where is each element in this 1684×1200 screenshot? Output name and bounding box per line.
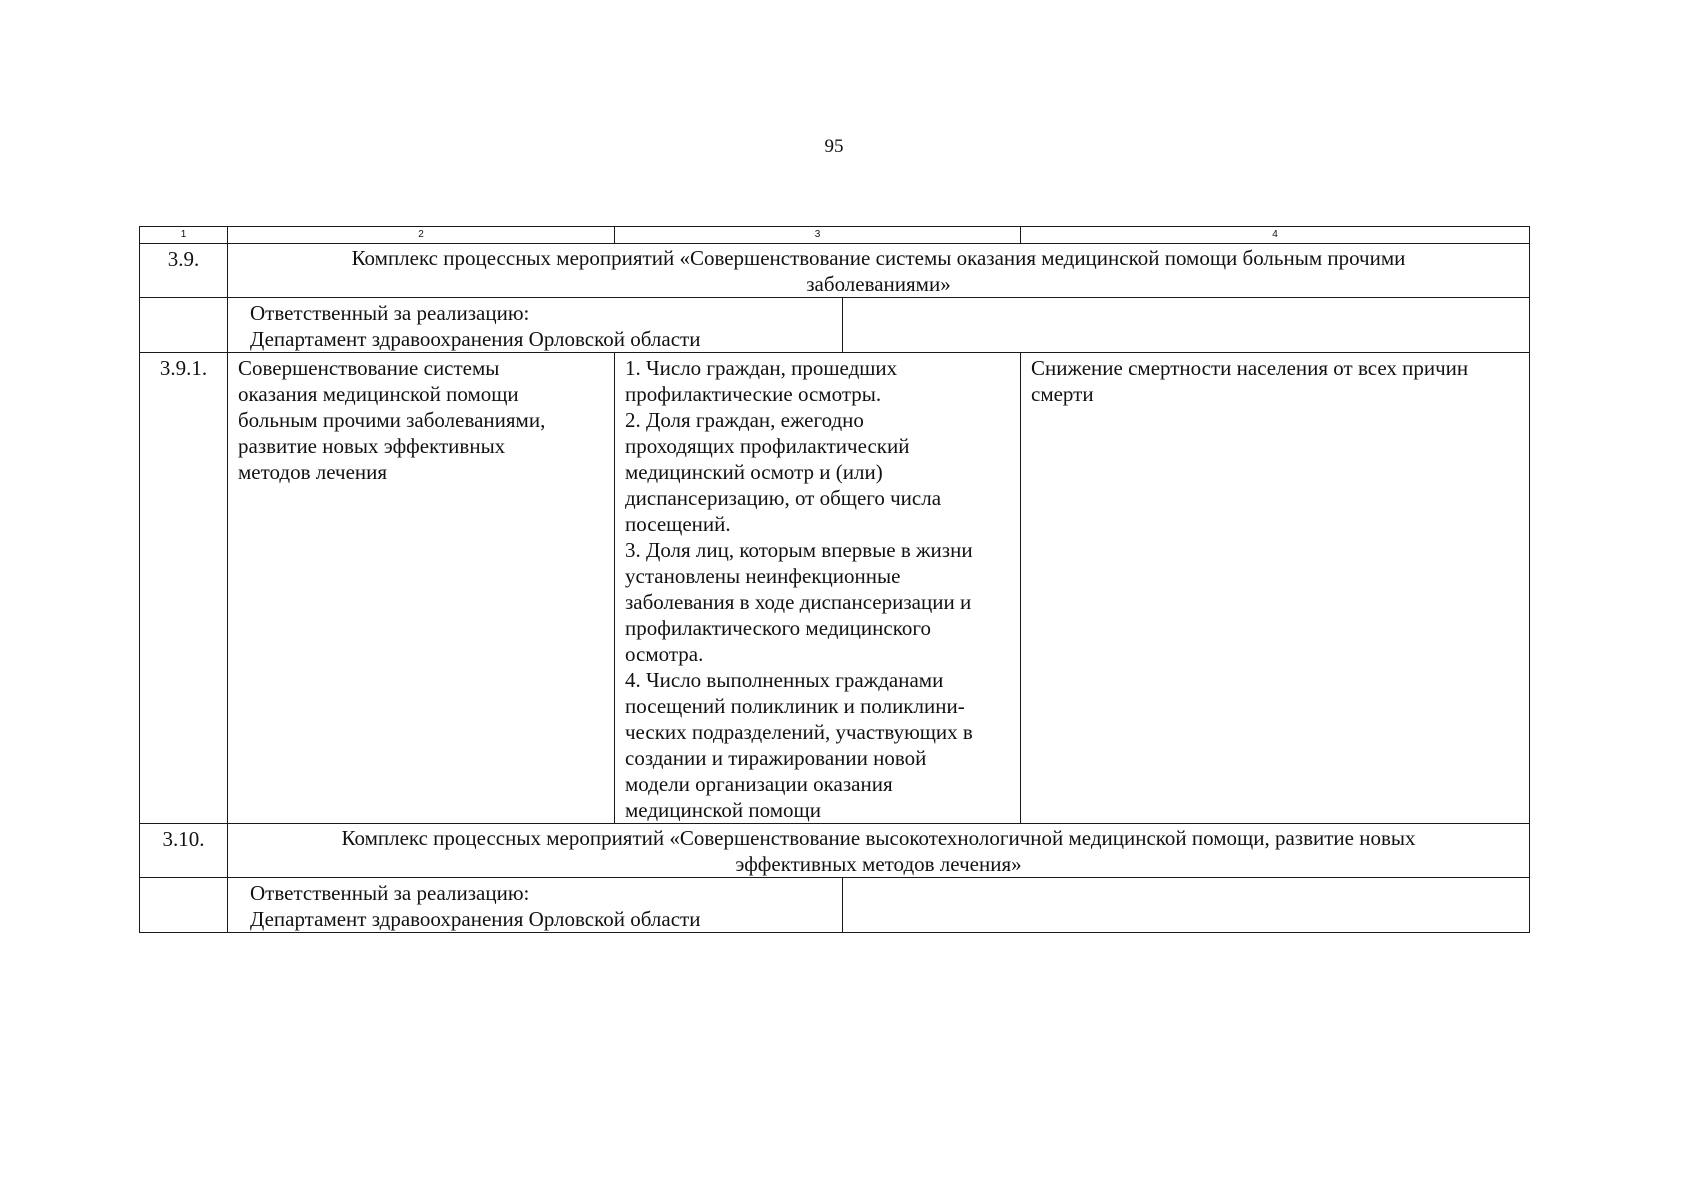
result-cell [1021,353,1530,824]
indicator-line: посещений. [625,512,731,536]
indicator-line: 2. Доля граждан, ежегодно [625,408,864,432]
row-number: 3.9.1. [140,353,228,824]
column-number: 4 [1021,227,1530,244]
page-number: 95 [824,136,844,157]
activity-line: развитие новых эффективных [238,434,506,458]
indicator-line: 3. Доля лиц, которым впервые в жизни [625,538,973,562]
column-numbers-row [140,227,1530,244]
indicator-line: модели организации оказания [625,772,893,796]
section-title [228,824,1530,878]
section-title-line: Комплекс процессных мероприятий «Совершенствование высокотехнологичной медицинской помощи, развитие новых [341,826,1416,850]
column-number: 1 [140,227,228,244]
indicator-line: профилактического медицинского [625,616,931,640]
indicator-line: медицинский осмотр и (или) [625,460,883,484]
indicator-line: ческих подразделений, участвующих в [625,720,973,744]
responsible-department: Департамент здравоохранения Орловской области [250,907,701,931]
responsible-label: Ответственный за реализацию: [250,881,530,905]
section-number: 3.10. [140,824,228,878]
section-title-line: Комплекс процессных мероприятий «Совершенствование системы оказания медицинской помощи больным прочими [351,246,1406,270]
empty-number-cell [140,878,228,933]
indicator-line: посещений поликлиник и поликлини- [625,694,965,718]
result-line: смерти [1031,382,1094,406]
column-number: 3 [615,227,1021,244]
indicator-line: создании и тиражировании новой [625,746,927,770]
indicator-line: медицинской помощи [625,798,821,822]
activity-line: больным прочими заболеваниями, [238,408,546,432]
column-number: 2 [228,227,615,244]
responsible-cell [228,298,1530,353]
table-row [140,353,1530,824]
indicator-line: установлены неинфекционные [625,564,901,588]
indicator-line: профилактические осмотры. [625,382,882,406]
responsible-department: Департамент здравоохранения Орловской области [250,327,701,351]
indicator-line: заболевания в ходе диспансеризации и [625,590,972,614]
responsible-label: Ответственный за реализацию: [250,301,530,325]
indicator-line: осмотра. [625,642,704,666]
measures-table [139,226,1530,933]
section-title-line: заболеваниями» [806,272,951,296]
responsible-empty [843,298,1529,352]
indicator-line: проходящих профилактический [625,434,910,458]
responsible-cell [228,878,1530,933]
responsible-empty [843,878,1529,932]
responsible-row [140,298,1530,353]
section-number: 3.9. [140,244,228,298]
section-row [140,244,1530,298]
activity-line: Совершенствование системы [238,356,500,380]
section-title [228,244,1530,298]
indicator-line: 1. Число граждан, прошедших [625,356,898,380]
empty-number-cell [140,298,228,353]
responsible-row [140,878,1530,933]
indicators-cell [615,353,1021,824]
activity-line: оказания медицинской помощи [238,382,519,406]
responsible-text [228,878,843,932]
activity-cell [228,353,615,824]
activity-line: методов лечения [238,460,388,484]
result-line: Снижение смертности населения от всех причин [1031,356,1469,380]
indicator-line: диспансеризацию, от общего числа [625,486,942,510]
section-row [140,824,1530,878]
responsible-text [228,298,843,352]
section-title-line: эффективных методов лечения» [735,852,1022,876]
indicator-line: 4. Число выполненных гражданами [625,668,944,692]
